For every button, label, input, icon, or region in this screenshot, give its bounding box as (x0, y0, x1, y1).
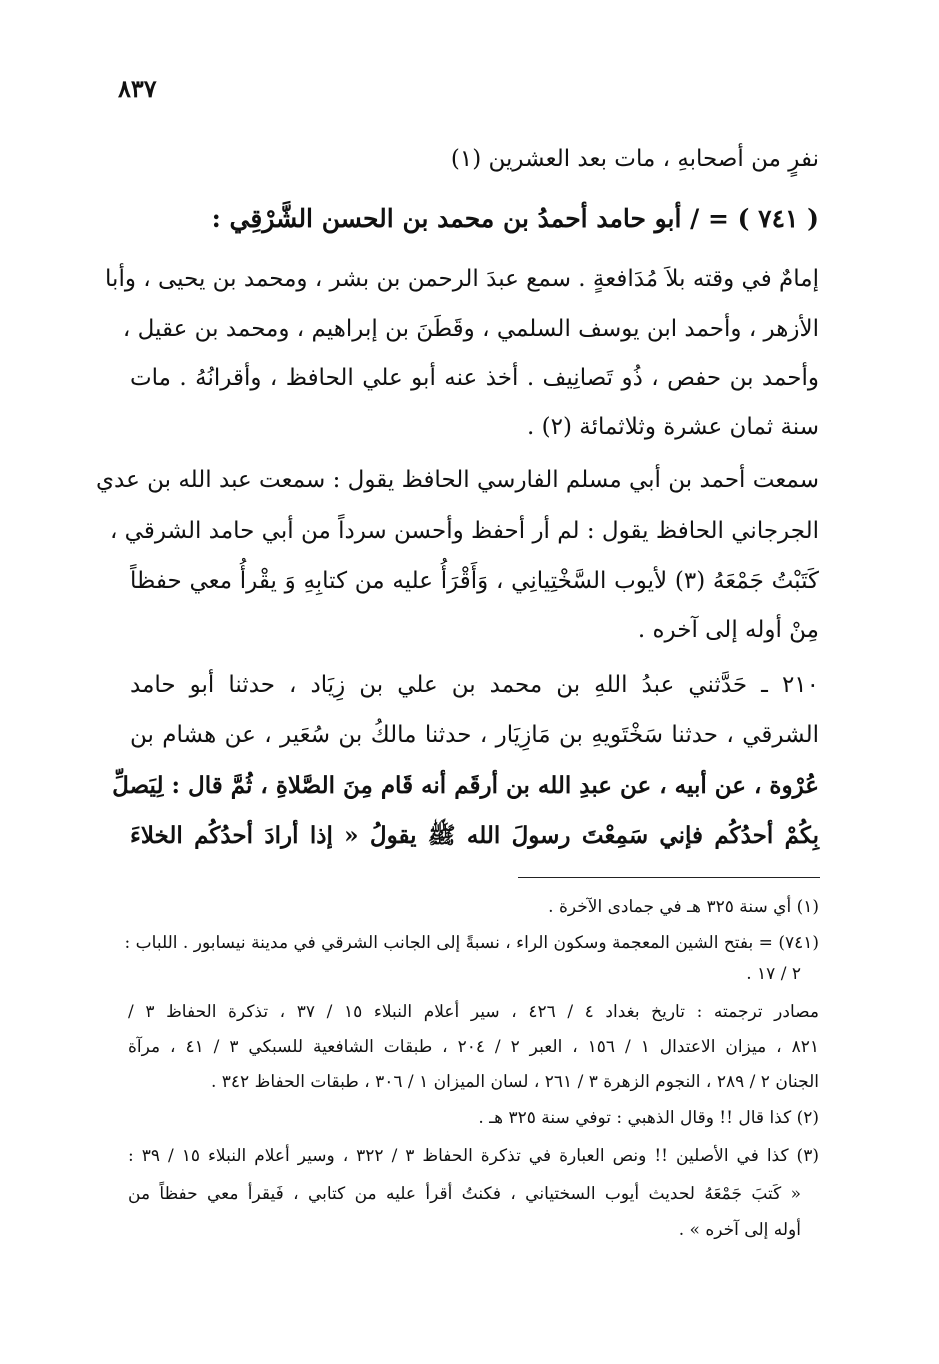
sources-line: ٨٢١ ، ميزان الاعتدال ١ / ١٥٦ ، العبر ٢ / ٢٠٤ ، طبقات الشافعية للسبكي ٣ / ٤١ ، مرآة (128, 1037, 819, 1057)
sources-line: الجنان ٢ / ٢٨٩ ، النجوم الزهرة ٣ / ٢٦١ ، لسان الميزان ١ / ٣٠٦ ، طبقات الحفاظ ٣٤٢ . (210, 1072, 819, 1092)
para1-line: وأحمد بن حفص ، ذُو تَصانِيف . أخذ عنه أبو علي الحافظ ، وأقرانُهُ . مات (130, 365, 819, 391)
para2-line: الجرجاني الحافظ يقول : لم أر أحفظ وأحسن سرداً من أبي حامد الشرقي ، (109, 518, 819, 544)
hadith-line: عُرْوة ، عن أبيه ، عن عبدِ الله بن أرقَم أنه قَام مِنَ الصَّلاةِ ، ثُمَّ قال : لِيَصلِّ (112, 772, 819, 799)
footnote-1: (١) أي سنة ٣٢٥ هـ في جمادى الآخرة . (548, 897, 819, 917)
page-number: ٨٣٧ (118, 74, 157, 103)
footnote-2: (٢) كذا قال !! وقال الذهبي : توفي سنة ٣٢٥ هـ . (478, 1108, 819, 1128)
hadith-line: بِكُمْ أحدُكُم فإني سَمِعْتَ رسولَ الله ﷺ يقولُ « إذا أرادَ أحدُكُم الخلاءَ (130, 822, 819, 849)
sources-line: مصادر ترجمته : تاريخ بغداد ٤ / ٤٢٦ ، سير أعلام النبلاء ١٥ / ٣٧ ، تذكرة الحفاظ ٣ / (128, 1002, 819, 1022)
hadith-line: الشرقي ، حدثنا سَخْتَويهِ بن مَازِيَار ، حدثنا مالكُ بن سُعَير ، عن هشام بن (130, 722, 819, 748)
footnote-741-cont: ٢ / ١٧ . (746, 964, 801, 984)
para1-line: سنة ثمان عشرة وثلاثمائة (٢) . (527, 414, 819, 440)
intro-line: نفرٍ من أصحابهِ ، مات بعد العشرين (١) (450, 146, 819, 172)
para2-line: سمعت أحمد بن أبي مسلم الفارسي الحافظ يقول : سمعت عبد الله بن عدي (96, 467, 819, 493)
para2-line: مِنْ أوله إلى آخره . (637, 617, 819, 643)
footnote-3-cont: أوله إلى آخره » . (678, 1220, 801, 1240)
footnote-3: (٣) كذا في الأصلين !! ونص العبارة في تذكرة الحفاظ ٣ / ٣٢٢ ، وسير أعلام النبلاء ١٥ / ٣٩ : (128, 1146, 819, 1166)
para1-line: إمامٌ في وقته بلاَ مُدَافعةٍ . سمع عبدَ الرحمن بن بشر ، ومحمد بن يحيى ، وأبا (105, 266, 819, 292)
footnote-3-cont: « كَتبَ جَمْعَهُ لحديث أيوب السختياني ، فكنتُ أقرأ عليه من كتابي ، فَيقرأ معي حفظاً من (128, 1184, 801, 1204)
hadith-line: ٢١٠ ـ حَدَّثني عبدُ اللهِ بن محمد بن علي بن زِيَاد ، حدثنا أبو حامد (130, 672, 819, 698)
para1-line: الأزهر ، وأحمد ابن يوسف السلمي ، وقَطَنَ بن إبراهيم ، ومحمد بن عقيل ، (122, 316, 819, 342)
para2-line: كَتَبْتُ جَمْعَهُ (٣) لأيوب السَّخْتِيانِي ، وَأَقْرَأُ عليه من كتابِهِ وَ يقْرأُ معي حفظاً (130, 568, 820, 594)
footnote-741: (٧٤١) = بفتح الشين المعجمة وسكون الراء ، نسبةً إلى الجانب الشرقي في مدينة نيسابور . اللباب : (124, 933, 819, 953)
entry-heading: ( ٧٤١ ) = / أبو حامد أحمدُ بن محمد بن الحسن الشَّرْقِي : (211, 204, 819, 233)
footnote-separator (518, 877, 820, 878)
